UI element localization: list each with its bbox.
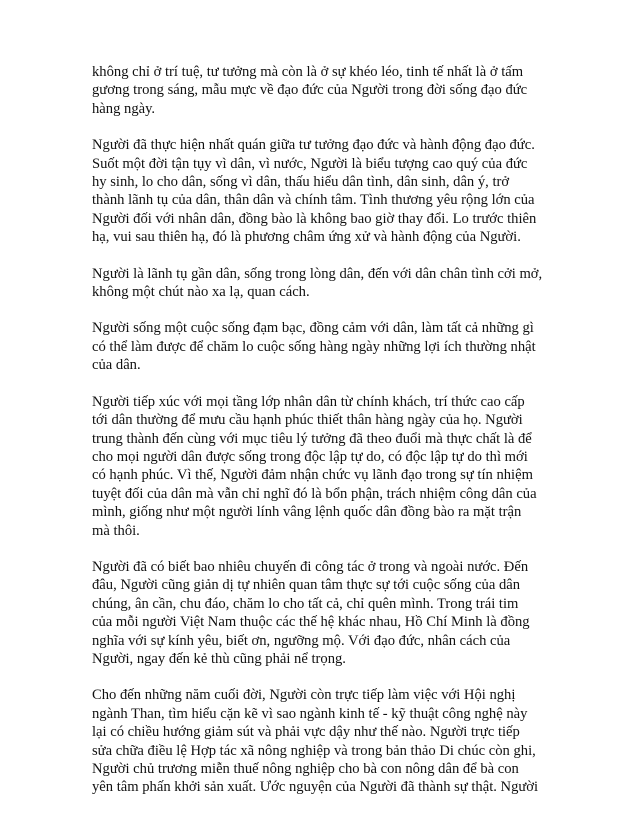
paragraph: Người đã thực hiện nhất quán giữa tư tưởng đạo đức và hành động đạo đức. Suốt một đời tận tụy vì dân, vì nước, Người là biểu tượng cao quý của đức hy sinh, lo cho dân, sống vì dân, thấu hiểu dân tình, dân sinh, dân ý, trở thành lãnh tụ của dân, thân dân và chính tâm. Tình thương yêu rộng lớn của Người đối với nhân dân, đồng bào là không bao giờ thay đổi. Lo trước thiên hạ, vui sau thiên hạ, đó là phương châm ứng xử và hành động của Người. <box>92 137 537 246</box>
paragraph: Người đã có biết bao nhiêu chuyến đi công tác ở trong và ngoài nước. Đến đâu, Người cũng giản dị tự nhiên quan tâm thực sự tới cuộc sống của dân chúng, ân cần, chu đáo, chăm lo cho tất cả, chỉ quên mình. Trong trái tim của mỗi người Việt Nam thuộc các thế hệ khác nhau, Hồ Chí Minh là đồng nghĩa với sự kính yêu, biết ơn, ngưỡng mộ. Với đạo đức, nhân cách của Người, ngay đến kẻ thù cũng phải nể trọng. <box>92 558 530 667</box>
paragraph: Người sống một cuộc sống đạm bạc, đồng cảm với dân, làm tất cả những gì có thể làm được để chăm lo cuộc sống hàng ngày những lợi ích thường nhật của dân. <box>92 320 536 374</box>
paragraph: Người là lãnh tụ gần dân, sống trong lòng dân, đến với dân chân tình cởi mở, không một chút nào xa lạ, quan cách. <box>92 265 543 301</box>
paragraph: Cho đến những năm cuối đời, Người còn trực tiếp làm việc với Hội nghị ngành Than, tìm hiểu cặn kẽ vì sao ngành kinh tế - kỹ thuật công nghệ này lại có chiều hướng giảm sút và phải vực dậy như thế nào. Người trực tiếp sửa chữa điều lệ Hợp tác xã nông nghiệp và trong bản thảo Di chúc còn ghi, Người chủ trương miễn thuế nông nghiệp cho bà con nông dân để bà con yên tâm phấn khởi sản xuất. Ước nguyện của Người đã thành sự thật. Người <box>92 687 539 796</box>
paragraph: không chỉ ở trí tuệ, tư tưởng mà còn là ở sự khéo léo, tinh tế nhất là ở tấm gương trong sáng, mẫu mực về đạo đức của Người trong đời sống đạo đức hàng ngày. <box>92 64 528 117</box>
paragraph: Người tiếp xúc với mọi tầng lớp nhân dân từ chính khách, trí thức cao cấp tới dân thường để mưu cầu hạnh phúc thiết thân hàng ngày của họ. Người trung thành đến cùng với mục tiêu lý tưởng đã theo đuổi mà thực chất là để cho mọi người dân được sống trong độc lập tự do, có độc lập tự do thì mới có hạnh phúc. Vì thế, Người đảm nhận chức vụ lãnh đạo trong sự tín nhiệm tuyệt đối của dân mà vẫn chỉ nghĩ đó là bổn phận, trách nhiệm công dân của mình, giống như một người lính vâng lệnh quốc dân đồng bào ra mặt trận mà thôi. <box>92 393 537 539</box>
